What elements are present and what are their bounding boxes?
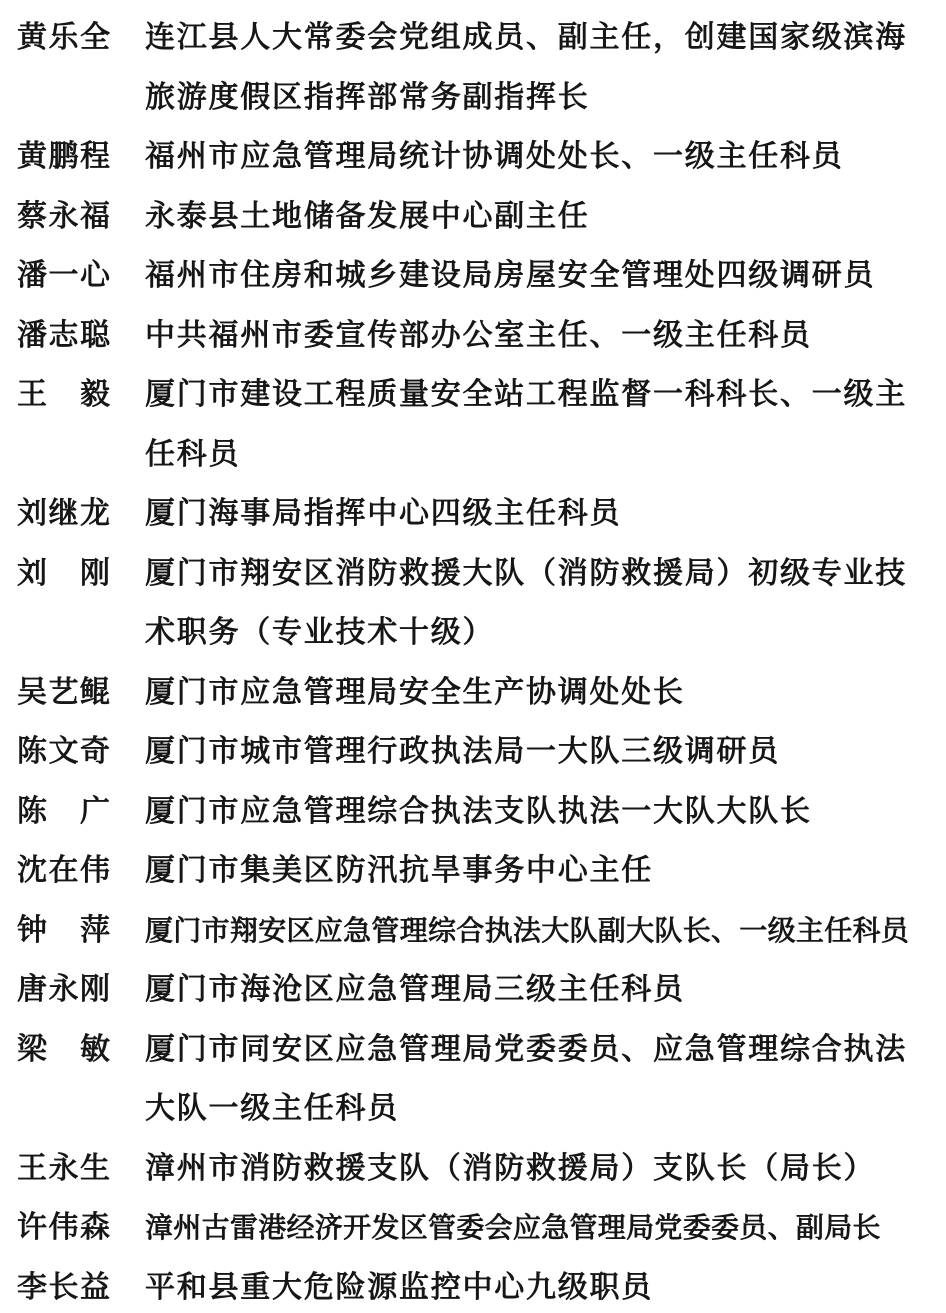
roster-entry (17, 1258, 925, 1313)
person-position: 福州市应急管理局统计协调处处长、一级主任科员 (145, 140, 844, 173)
person-position: 厦门海事局指挥中心四级主任科员 (145, 497, 622, 530)
roster-entry (17, 722, 925, 782)
person-position: 厦门市应急管理局安全生产协调处处长 (145, 675, 685, 709)
person-name: 钟 萍 (17, 913, 112, 947)
roster-entry (17, 1198, 925, 1258)
roster-entry (17, 960, 925, 1020)
roster-list (17, 8, 925, 1313)
roster-entry (17, 1020, 925, 1139)
person-position: 厦门市同安区应急管理局党委委员、应急管理综合执法大队一级主任科员 (145, 1032, 907, 1125)
person-name: 陈文奇 (17, 735, 112, 768)
person-position: 厦门市集美区防汛抗旱事务中心主任 (145, 854, 653, 887)
roster-entry (17, 484, 925, 544)
roster-entry (17, 127, 925, 187)
roster-entry (17, 1139, 925, 1199)
person-name: 梁 敏 (17, 1032, 112, 1066)
person-name: 唐永刚 (17, 973, 112, 1006)
person-name: 吴艺鲲 (17, 675, 112, 709)
person-position: 厦门市海沧区应急管理局三级主任科员 (145, 973, 685, 1006)
roster-entry (17, 187, 925, 247)
person-name: 刘继龙 (17, 497, 112, 530)
person-name: 陈 广 (17, 794, 112, 828)
person-name: 许伟森 (17, 1211, 112, 1244)
person-position: 厦门市翔安区消防救援大队（消防救援局）初级专业技术职务（专业技术十级） (145, 556, 907, 649)
person-position: 厦门市翔安区应急管理综合执法大队副大队长、一级主任科员 (145, 914, 910, 946)
roster-entry (17, 365, 925, 484)
person-name: 沈在伟 (17, 854, 112, 887)
person-name: 潘一心 (17, 259, 112, 292)
person-position: 连江县人大常委会党组成员、副主任，创建国家级滨海旅游度假区指挥部常务副指挥长 (145, 21, 907, 114)
person-position: 永泰县土地储备发展中心副主任 (145, 199, 590, 233)
roster-entry (17, 782, 925, 842)
person-position: 漳州市消防救援支队（消防救援局）支队长（局长） (145, 1151, 876, 1185)
roster-entry (17, 663, 925, 723)
roster-entry (17, 246, 925, 306)
roster-entry (17, 544, 925, 663)
person-name: 刘 刚 (17, 556, 112, 590)
roster-entry (17, 306, 925, 366)
roster-entry (17, 8, 925, 127)
person-name: 王永生 (17, 1151, 112, 1185)
person-name: 潘志聪 (17, 318, 112, 352)
person-name: 黄乐全 (17, 21, 112, 54)
person-name: 李长益 (17, 1270, 112, 1304)
person-position: 漳州古雷港经济开发区管委会应急管理局党委委员、副局长 (145, 1212, 881, 1243)
roster-entry (17, 901, 925, 961)
person-position: 平和县重大危险源监控中心九级职员 (145, 1270, 653, 1304)
person-position: 厦门市建设工程质量安全站工程监督一科科长、一级主任科员 (145, 378, 907, 471)
person-name: 黄鹏程 (17, 140, 112, 173)
roster-entry (17, 841, 925, 901)
person-position: 厦门市应急管理综合执法支队执法一大队大队长 (145, 794, 812, 828)
person-name: 蔡永福 (17, 199, 112, 233)
person-name: 王 毅 (17, 378, 112, 411)
person-position: 中共福州市委宣传部办公室主任、一级主任科员 (145, 318, 812, 352)
person-position: 福州市住房和城乡建设局房屋安全管理处四级调研员 (145, 259, 876, 292)
person-position: 厦门市城市管理行政执法局一大队三级调研员 (145, 735, 780, 768)
